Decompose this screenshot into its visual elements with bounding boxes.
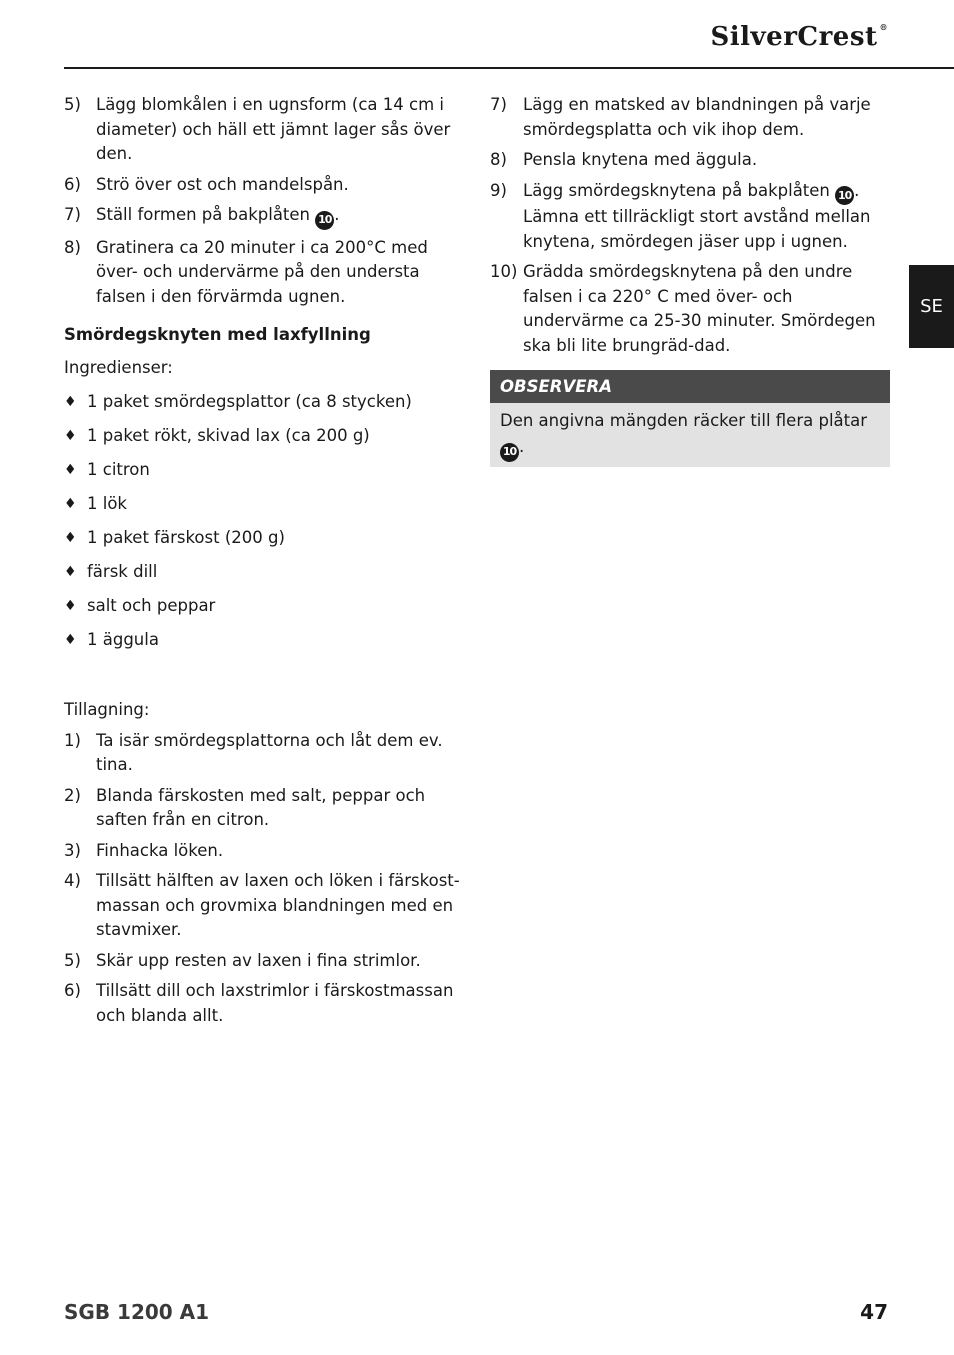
step-number: 1) — [64, 730, 81, 750]
right-column — [490, 93, 890, 467]
ingredient-text: 1 paket smördegsplattor (ca 8 stycken) — [87, 392, 412, 412]
step-item — [64, 93, 464, 167]
diamond-bullet-icon: ♦ — [64, 530, 77, 547]
step-number: 7) — [490, 95, 507, 114]
diamond-bullet-icon: ♦ — [64, 564, 77, 581]
header-rule — [64, 67, 954, 69]
step-text-main: Ställ formen på bakplåten — [96, 205, 311, 224]
step-number: 10) — [490, 262, 518, 282]
diamond-bullet-icon: ♦ — [64, 428, 77, 445]
step-text: Tillsätt dill och laxstrimlor i färskostmassan och blanda allt. — [96, 981, 454, 1025]
step-number: 6) — [64, 981, 81, 1001]
step-item — [64, 173, 464, 198]
reference-number-icon: 10 — [500, 443, 519, 462]
language-tab — [909, 265, 954, 348]
note-body — [490, 403, 890, 467]
registered-mark: ® — [879, 22, 888, 32]
model-number: SGB 1200 A1 — [64, 1300, 210, 1324]
diamond-bullet-icon: ♦ — [64, 394, 77, 411]
section-spacer — [64, 662, 464, 698]
step-number: 7) — [64, 205, 81, 224]
step-text: Skär upp resten av laxen i fina strimlor. — [96, 950, 421, 970]
step-text: Blanda färskosten med salt, peppar och saften från en citron. — [96, 785, 426, 830]
ingredient-text: 1 paket rökt, skivad lax (ca 200 g) — [87, 426, 370, 446]
step-text — [96, 203, 464, 230]
step-text: Lägg en matsked av blandningen på varje smördegsplatta och vik ihop dem. — [523, 95, 871, 139]
step-number: 9) — [490, 180, 507, 200]
diamond-bullet-icon: ♦ — [64, 462, 77, 479]
step-item — [64, 236, 464, 310]
step-number: 6) — [64, 174, 81, 194]
ingredient-item — [64, 390, 464, 415]
ingredient-item — [64, 628, 464, 653]
step-number: 5) — [64, 950, 81, 970]
step-item — [490, 260, 890, 358]
brand-logo — [711, 22, 888, 52]
ingredient-item — [64, 492, 464, 517]
ingredient-item — [64, 560, 464, 585]
step-text: Ta isär smördegsplattorna och låt dem ev. tina. — [96, 730, 443, 775]
ingredient-text: 1 citron — [87, 460, 150, 480]
recipe-title: Smördegsknyten med laxfyllning — [64, 325, 371, 345]
step-text: Finhacka löken. — [96, 840, 224, 860]
step-text-main: Lägg smördegsknytena på bakplåten — [523, 180, 830, 200]
step-number: 8) — [490, 150, 507, 169]
ingredient-item — [64, 526, 464, 551]
ingredient-text: 1 äggula — [87, 630, 159, 650]
step-item — [490, 93, 890, 142]
step-item — [64, 839, 464, 864]
step-text: Strö över ost och mandelspån. — [96, 174, 349, 194]
step-text: Gratinera ca 20 minuter i ca 200°C med över- och undervärme på den understa falsen i den förvärmda ugnen. — [96, 237, 428, 306]
ingredient-item — [64, 594, 464, 619]
step-item — [64, 203, 464, 230]
diamond-bullet-icon: ♦ — [64, 598, 77, 615]
step-item — [64, 784, 464, 833]
ingredient-text: 1 paket färskost (200 g) — [87, 528, 285, 548]
reference-number-icon: 10 — [315, 211, 334, 230]
step-item — [64, 729, 464, 778]
step-item — [64, 949, 464, 974]
reference-number-icon: 10 — [835, 186, 854, 205]
step-number: 8) — [64, 237, 81, 257]
step-number: 4) — [64, 871, 81, 891]
step-text: Lägg blomkålen i en ugnsform (ca 14 cm i diameter) och häll ett jämnt lager sås över den. — [96, 95, 451, 163]
ingredient-item — [64, 458, 464, 483]
step-text-after: . Lämna ett tillräckligt stort avstånd mellan knytena, smördegen jäser upp i ugnen. — [523, 180, 871, 251]
note-title: OBSERVERA — [490, 370, 890, 403]
step-item — [490, 179, 890, 255]
ingredient-text: salt och peppar — [87, 596, 216, 616]
step-item — [490, 148, 890, 173]
note-box — [490, 370, 890, 467]
step-item — [64, 869, 464, 943]
step-text — [523, 179, 890, 255]
ingredient-text: 1 lök — [87, 494, 127, 514]
step-number: 3) — [64, 840, 81, 860]
brand-name: SilverCrest — [710, 22, 878, 52]
step-text: Tillsätt hälften av laxen och löken i färskost-massan och grovmixa blandningen med en stavmixer. — [96, 871, 460, 940]
step-item — [64, 979, 464, 1028]
diamond-bullet-icon: ♦ — [64, 632, 77, 649]
step-text: Grädda smördegsknytena på den undre falsen i ca 220° C med över- och undervärme ca 25-30 minuter. Smördegen ska bli lite brungräd-dad. — [523, 262, 876, 355]
step-number: 2) — [64, 785, 81, 805]
note-text-after: . — [519, 437, 525, 457]
diamond-bullet-icon: ♦ — [64, 496, 77, 513]
step-text: Pensla knytena med äggula. — [523, 150, 758, 169]
step-text-after: . — [334, 205, 340, 224]
ingredients-label: Ingredienser: — [64, 357, 173, 377]
preparation-label: Tillagning: — [64, 700, 150, 720]
note-text: Den angivna mängden räcker till flera plåtar — [500, 411, 868, 431]
language-code: SE — [920, 296, 943, 317]
ingredient-text: färsk dill — [87, 562, 158, 582]
left-column — [64, 93, 464, 1034]
ingredient-item — [64, 424, 464, 449]
page-number: 47 — [860, 1300, 888, 1324]
step-number: 5) — [64, 95, 81, 114]
